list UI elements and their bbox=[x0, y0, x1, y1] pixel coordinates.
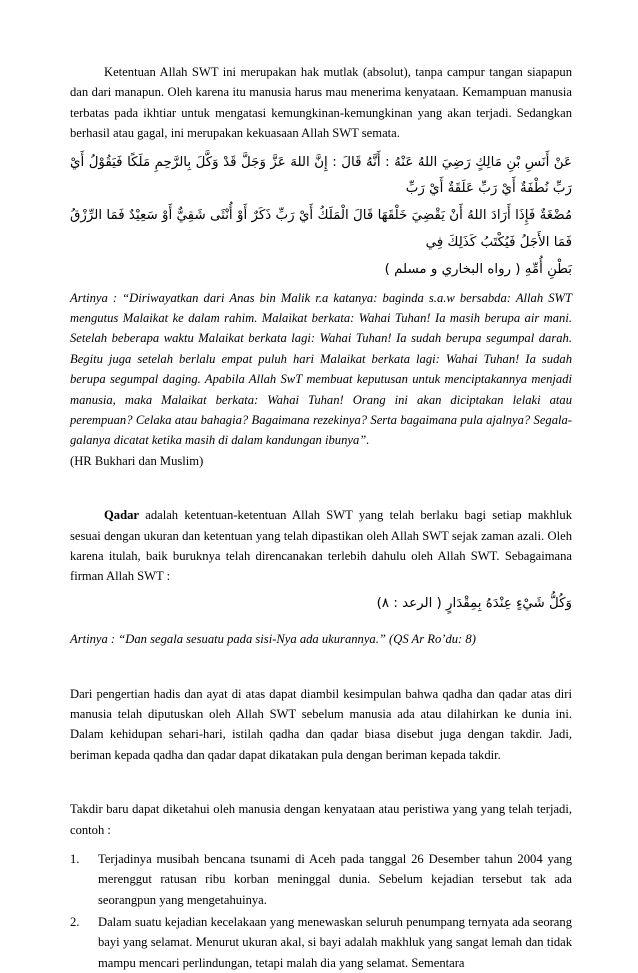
hadith-arabic-line-3: بَطْنِ أُمِّهِ ( رواه البخاري و مسلم ) bbox=[384, 261, 572, 277]
quran-arabic-verse: وَكُلُّ شَيْءٍ عِنْدَهُ بِمِقْدَارٍ ( الرعد : ٨) bbox=[376, 595, 572, 611]
qadar-term: Qadar bbox=[104, 508, 139, 523]
hadith-source: (HR Bukhari dan Muslim) bbox=[70, 453, 204, 468]
list-item-marker: 1. bbox=[70, 851, 80, 866]
list-item-text: Terjadinya musibah bencana tsunami di Aceh pada tanggal 26 Desember tahun 2004 yang merenggut ratusan ribu korban meninggal dunia. Sebelum kejadian tersebut tak ada seorangpun yang mengetahuinya. bbox=[98, 851, 572, 907]
list-item bbox=[70, 849, 572, 910]
qadar-body: adalah ketentuan-ketentuan Allah SWT yang telah berlaku bagi setiap makhluk sesuai dengan ukuran dan ketentuan yang telah dipastikan oleh Allah SWT sejak zaman azali. Oleh karena itulah, baik buruknya telah direncanakan terlebih dahulu oleh Allah SWT. Sebagaimana firman Allah SWT : bbox=[70, 508, 572, 584]
paragraph-qadar bbox=[70, 505, 572, 587]
list-item-marker: 2. bbox=[70, 915, 80, 930]
hadith-arabic-block bbox=[70, 150, 572, 284]
paragraph-intro: Ketentuan Allah SWT ini merupakan hak mutlak (absolut), tanpa campur tangan siapapun dan dari manapun. Oleh karena itu manusia harus mau menerima kenyataan. Kemampuan manusia terbatas pada ikhtiar untuk mengatasi kemungkinan-kemungkinan yang akan terjadi. Sedangkan berhasil atau gagal, ini merupakan kekuasaan Allah SWT semata. bbox=[70, 65, 572, 141]
examples-list bbox=[70, 849, 572, 973]
hadith-arabic-line-2: مُضْغَةٌ فَإِذَا أَرَادَ اللهُ أَنْ يَقْضِيَ خَلْقَهَا قَالَ الْمَلَكُ أَيْ رَبِّ ذَكَرٌ أَوْ أُنْثَى شَقِيٌّ أَوْ سَعِيْدٌ فَمَا الرِّزْقُ فَمَا الأَجَلُ فَيُكْتَبُ كَذَلِكَ فِي bbox=[70, 208, 572, 250]
paragraph-takdir-intro: Takdir baru dapat diketahui oleh manusia dengan kenyataan atau peristiwa yang yang telah terjadi, contoh : bbox=[70, 802, 572, 837]
list-item-text: Dalam suatu kejadian kecelakaan yang menewaskan seluruh penumpang ternyata ada seorang bayi yang selamat. Menurut ukuran akal, si bayi adalah makhluk yang sangat lemah dan tidak mampu mencari perlindungan, tetapi malah dia yang selamat. Sementara bbox=[98, 915, 572, 970]
paragraph-conclusion: Dari pengertian hadis dan ayat di atas dapat diambil kesimpulan bahwa qadha dan qadar atas diri manusia telah diputuskan oleh Allah SWT sebelum manusia ada atau dilahirkan ke dunia ini. Dalam kehidupan sehari-hari, istilah qadha dan qadar biasa disebut juga dengan takdir. Jadi, beriman kepada qadha dan qadar dapat dikatakan pula dengan beriman kepada takdir. bbox=[70, 686, 572, 762]
quran-translation: Artinya : “Dan segala sesuatu pada sisi-Nya ada ukurannya.” (QS Ar Ro’du: 8) bbox=[70, 632, 476, 647]
hadith-translation: Artinya : “Diriwayatkan dari Anas bin Malik r.a katanya: baginda s.a.w bersabda: Allah SWT mengutus Malaikat ke dalam rahim. Malaikat berkata: Wahai Tuhan! Ia masih berupa air mani. Setelah beberapa waktu Malaikat berkata lagi: Wahai Tuhan! Ia sudah berupa segumpal darah. Begitu juga setelah berlalu empat puluh hari Malaikat berkata lagi: Wahai Tuhan! Ia sudah berupa segumpal daging. Apabila Allah SwT membuat keputusan untuk menciptakannya menjadi manusia, maka Malaikat berkata: Wahai Tuhan! Orang ini akan diciptakan lelaki atau perempuan? Celaka atau bahagia? Bagaimana rezekinya? Serta bagaimana pula ajalnya? Segala-galanya dicatat ketika masih di dalam kandungan ibunya”. bbox=[70, 290, 572, 448]
list-item bbox=[70, 912, 572, 973]
hadith-arabic-line-1: عَنْ أَنَسِ بْنِ مَالِكٍ رَضِيَ اللهُ عَنْهُ : أَنَّهُ قَالَ : إِنَّ اللهَ عَزَّ وَجَلَّ قَدْ وَكَّلَ بِالرَّحِمِ مَلَكًا فَيَقُوْلُ أَيْ رَبِّ نُطْفَةٌ أَيْ رَبِّ عَلَقَةٌ أَيْ رَبِّ bbox=[70, 154, 572, 197]
